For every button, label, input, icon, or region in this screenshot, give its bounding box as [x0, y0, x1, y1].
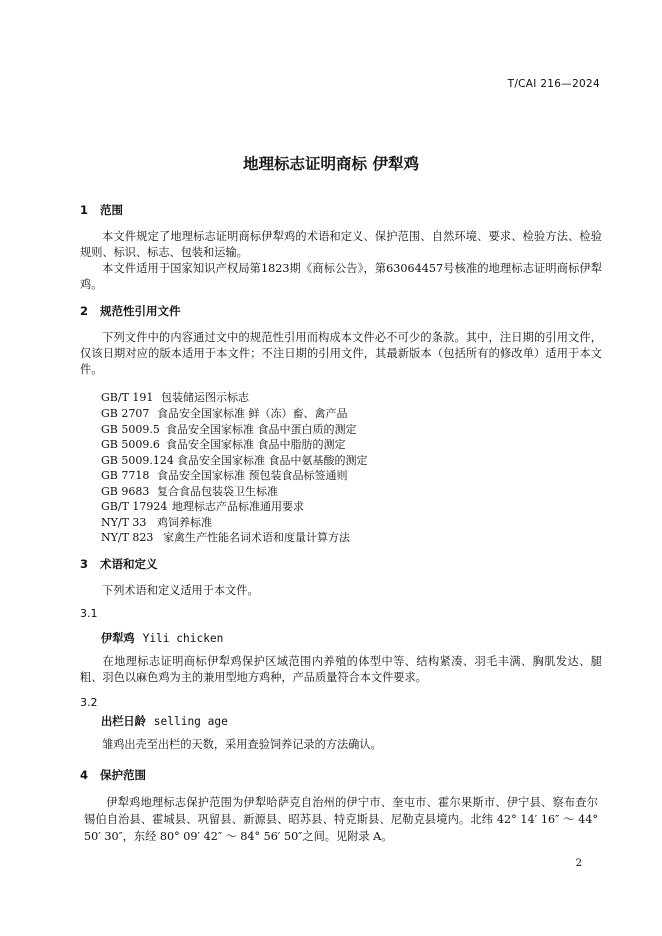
term-heading [101, 713, 228, 729]
reference-code: GB/T 17924 [101, 500, 168, 513]
page-number: 2 [575, 858, 582, 869]
reference-name: 包装储运图示标志 [161, 391, 249, 404]
reference-name: 食品安全国家标准 食品中氨基酸的测定 [177, 454, 368, 467]
paragraph-text: 下列文件中的内容通过文中的规范性引用而构成本文件必不可少的条款。其中，注日期的引用文件，仅该日期对应的版本适用于本文件；不注日期的引用文件，其最新版本（包括所有的修改单）适用于本文件。 [80, 331, 602, 377]
section-1-paragraph-2 [80, 261, 602, 293]
paragraph-text: 本文件适用于国家知识产权局第1823期《商标公告》，第63064457号核准的地理标志证明商标伊犁鸡。 [80, 262, 602, 292]
reference-code: GB 9683 [101, 485, 150, 498]
term-heading [101, 630, 223, 646]
section-3-paragraph-1 [80, 583, 602, 599]
section-title: 范围 [100, 203, 123, 217]
section-number: 1 [80, 203, 89, 217]
reference-code: GB 7718 [101, 469, 150, 482]
reference-name: 地理标志产品标准通用要求 [172, 500, 304, 513]
reference-item [101, 514, 212, 530]
reference-name: 鸡饲养标准 [157, 516, 212, 529]
section-number: 4 [80, 768, 89, 782]
reference-item [101, 529, 350, 545]
section-2-heading [80, 303, 181, 319]
reference-code: NY/T 33 [101, 516, 147, 529]
section-1-heading [80, 202, 123, 218]
term-number: 3.1 [80, 607, 98, 620]
standard-number: T/CAI 216—2024 [507, 78, 600, 90]
reference-name: 食品安全国家标准 食品中蛋白质的测定 [166, 423, 357, 436]
section-title: 保护范围 [100, 768, 146, 782]
paragraph-text: 在地理标志证明商标伊犁鸡保护区域范围内养殖的体型中等、结构紧凑、羽毛丰满、胸肌发达、腿粗、羽色以麻色鸡为主的兼用型地方鸡种，产品质量符合本文件要求。 [80, 655, 602, 685]
reference-code: GB 2707 [101, 407, 150, 420]
reference-item [101, 483, 278, 499]
reference-name: 食品安全国家标准 鲜（冻）畜、禽产品 [157, 407, 348, 420]
reference-item [101, 452, 368, 468]
section-title: 术语和定义 [100, 557, 158, 571]
term-chinese: 出栏日龄 [101, 715, 146, 728]
section-number: 2 [80, 304, 89, 318]
reference-item [101, 405, 348, 421]
section-number: 3 [80, 557, 89, 571]
term-english: Yili chicken [142, 632, 224, 645]
paragraph-text: 下列术语和定义适用于本文件。 [102, 584, 259, 597]
section-4-heading [80, 767, 146, 783]
paragraph-text: 本文件规定了地理标志证明商标伊犁鸡的术语和定义、保护范围、自然环境、要求、检验方法、检验规则、标识、标志、包装和运输。 [80, 230, 602, 260]
reference-name: 家禽生产性能名词术语和度量计算方法 [163, 531, 350, 544]
section-3-heading [80, 556, 158, 572]
reference-name: 复合食品包装袋卫生标准 [157, 485, 278, 498]
paragraph-text: 伊犁鸡地理标志保护范围为伊犁哈萨克自治州的伊宁市、奎屯市、霍尔果斯市、伊宁县、察布查尔锡伯自治县、霍城县、巩留县、新源县、昭苏县、特克斯县、尼勒克县境内。北纬 42° 14′ 16″ ～ 44° 50′ 30″，东经 80° 09′ 42″ ～ 84° 56′ 50″之间。见附录 A。 [84, 796, 598, 843]
reference-item [101, 467, 348, 483]
reference-name: 食品安全国家标准 食品中脂肪的测定 [166, 438, 346, 451]
reference-item [101, 498, 304, 514]
term-definition [80, 654, 602, 686]
document-title: 地理标志证明商标 伊犁鸡 [243, 155, 419, 173]
reference-item [101, 421, 357, 437]
reference-code: NY/T 823 [101, 531, 154, 544]
term-english: selling age [153, 715, 228, 728]
section-4-paragraph-1 [84, 795, 598, 845]
term-number: 3.2 [80, 696, 98, 709]
reference-item [101, 436, 346, 452]
section-1-paragraph-1 [80, 229, 602, 261]
reference-code: GB/T 191 [101, 391, 154, 404]
reference-code: GB 5009.124 [101, 454, 174, 467]
term-chinese: 伊犁鸡 [101, 632, 135, 645]
reference-item [101, 389, 249, 405]
section-2-paragraph-1 [80, 330, 602, 379]
paragraph-text: 雏鸡出壳至出栏的天数，采用查验饲养记录的方法确认。 [102, 738, 382, 751]
reference-code: GB 5009.6 [101, 438, 160, 451]
reference-code: GB 5009.5 [101, 423, 160, 436]
term-definition [80, 737, 602, 753]
section-title: 规范性引用文件 [100, 304, 181, 318]
reference-name: 食品安全国家标准 预包装食品标签通则 [157, 469, 348, 482]
